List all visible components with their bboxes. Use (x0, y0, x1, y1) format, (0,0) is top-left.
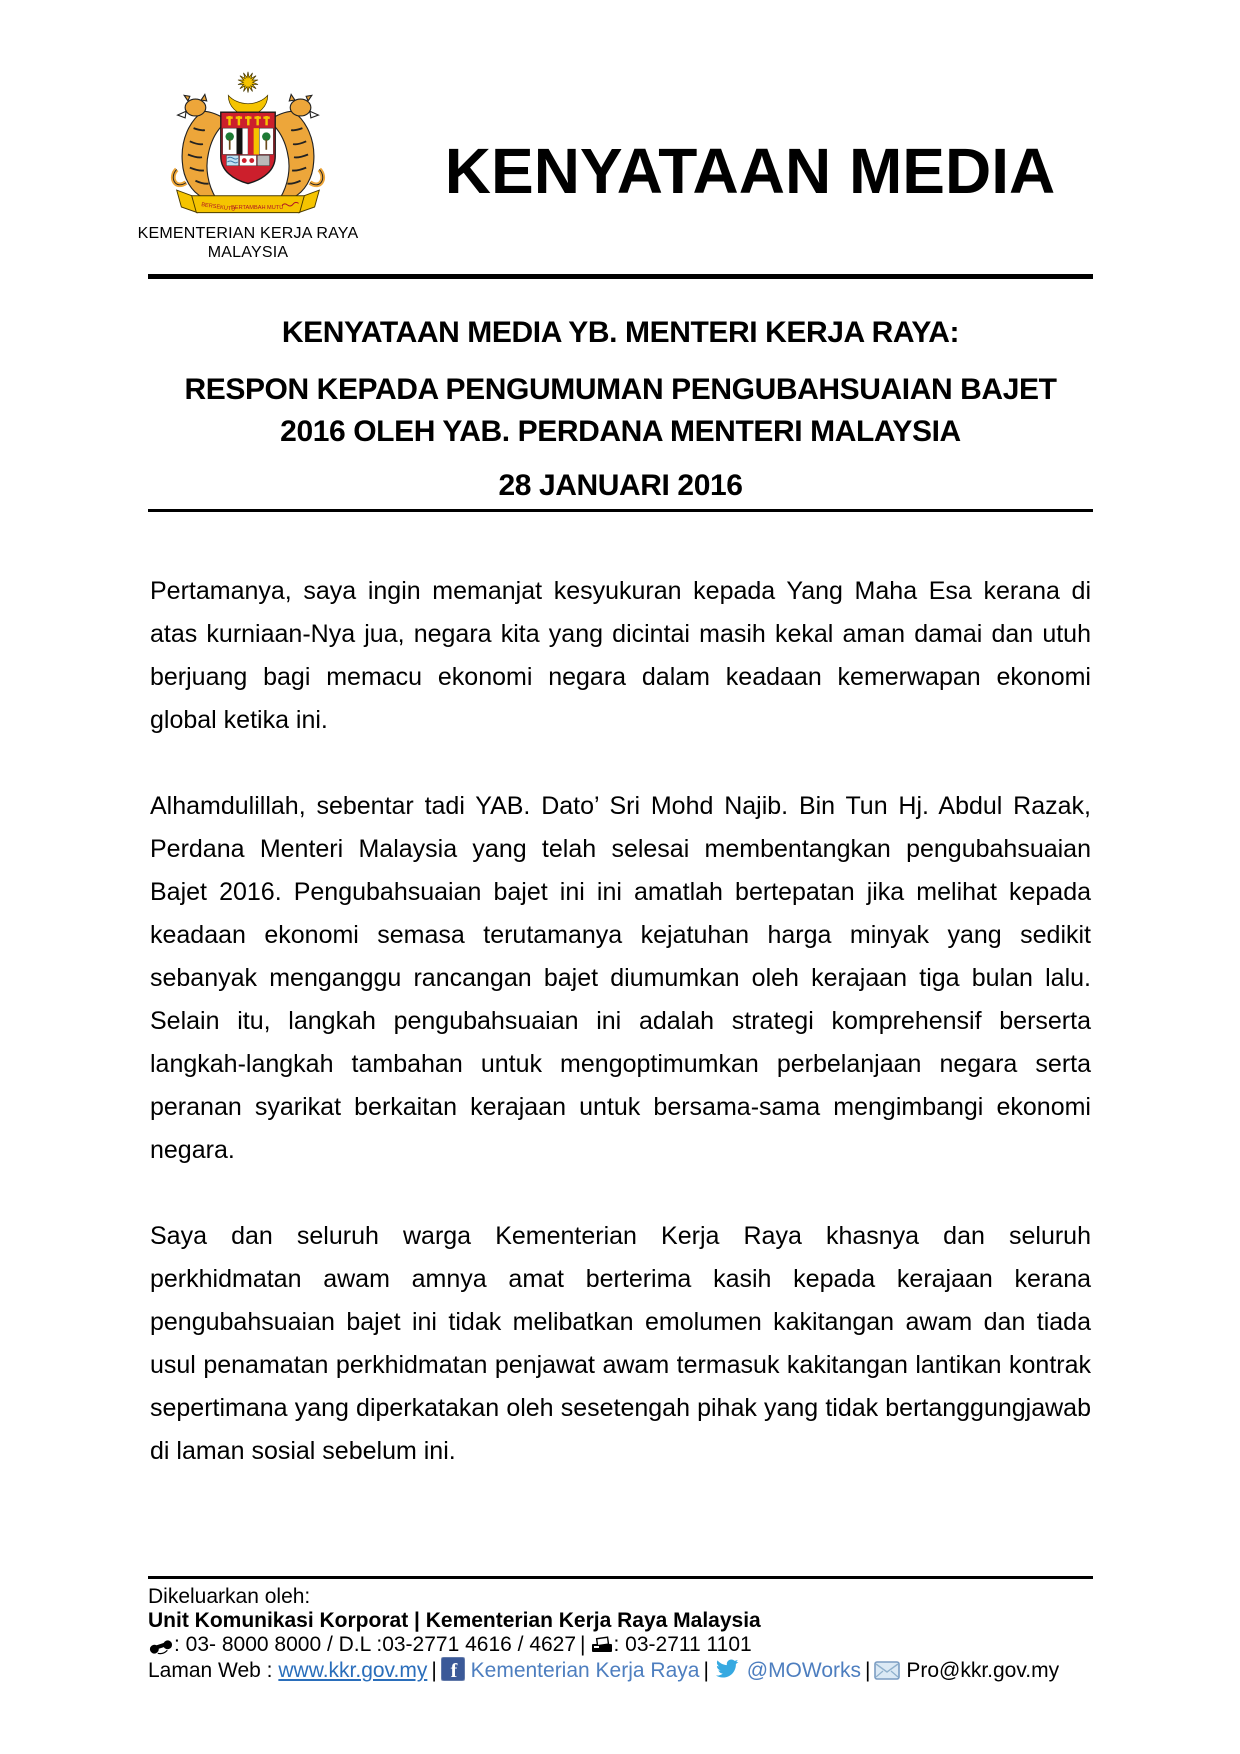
issued-by-line: Dikeluarkan oleh: (148, 1585, 311, 1608)
phone-icon (148, 1635, 174, 1655)
tiger-right (269, 94, 323, 198)
motto-left-text: BERSEKUTU (200, 202, 236, 213)
tiger-left (173, 94, 227, 198)
facebook-page-link[interactable]: Kementerian Kerja Raya (470, 1659, 700, 1682)
separator: | (580, 1633, 586, 1656)
release-headings (148, 312, 1093, 507)
ministry-name-line2: MALAYSIA (207, 244, 289, 261)
facebook-icon[interactable] (441, 1657, 465, 1681)
paragraph-1: Pertamanya, saya ingin memanjat kesyukuran kepada Yang Maha Esa kerana di atas kurniaan-Nya jua, negara kita yang dicintai masih kekal aman damai dan utuh berjuang bagi memacu ekonomi negara dalam keadaan kemerwapan ekonomi global ketika ini. (150, 577, 1091, 734)
fax-icon (590, 1635, 614, 1655)
ministry-logo-block (128, 70, 368, 262)
twitter-handle-link[interactable]: @MOWorks (746, 1659, 862, 1682)
heading-line2 (148, 369, 1093, 453)
shield-shape (221, 112, 275, 183)
heading-line1: KENYATAAN MEDIA YB. MENTERI KERJA RAYA: (281, 316, 960, 349)
fax-number: : 03-2711 1101 (613, 1633, 752, 1656)
svg-text:f: f (450, 1660, 458, 1681)
footer (148, 1576, 1093, 1683)
mail-icon (874, 1659, 900, 1681)
paragraph-2: Alhamdulillah, sebentar tadi YAB. Dato’ Sri Mohd Najib. Bin Tun Hj. Abdul Razak, Perdana Menteri Malaysia yang telah selesai membentangkan pengubahsuaian Bajet 2016. Pengubahsuaian bajet ini ini amatlah bertepatan jika melihat kepada keadaan ekonomi semasa terutamanya kejatuhan harga minyak yang sedikit sebanyak menganggu rancangan bajet diumumkan oleh kerajaan tiga bulan lalu. Selain itu, langkah pengubahsuaian ini adalah strategi komprehensif berserta langkah-langkah tambahan untuk mengoptimumkan perbelanjaan negara serta peranan syarikat berkaitan kerajaan untuk bersama-sama mengimbangi ekonomi negara. (150, 792, 1091, 1164)
twitter-icon[interactable] (713, 1657, 741, 1681)
release-body (150, 570, 1091, 1516)
headings-divider-rule (148, 509, 1093, 512)
heading-date: 28 JANUARI 2016 (498, 469, 743, 502)
ministry-name-line1: KEMENTERIAN KERJA RAYA (137, 225, 359, 242)
website-link[interactable]: www.kkr.gov.my (278, 1659, 428, 1682)
star-shape (238, 72, 258, 93)
paragraph-3: Saya dan seluruh warga Kementerian Kerja Raya khasnya dan seluruh perkhidmatan awam amnya amat berterima kasih kepada kerajaan kerana pengubahsuaian bajet ini tidak melibatkan emolumen kakitangan awam dan tiada usul penamatan perkhidmatan penjawat awam termasuk kakitangan lantikan kontrak sepertimana yang diperkatakan oleh sesetengah pihak yang tidak bertanggungjawab di laman sosial sebelum ini. (150, 1222, 1091, 1465)
masthead-title: KENYATAAN MEDIA (444, 135, 1056, 207)
coat-of-arms-icon (150, 70, 346, 222)
header-divider-rule (148, 274, 1093, 279)
heading-line2b: 2016 OLEH YAB. PERDANA MENTERI MALAYSIA (280, 415, 961, 448)
phone-fax-line (148, 1633, 1093, 1657)
motto-right-text: BERTAMBAH MUTU (231, 204, 284, 211)
web-social-line (148, 1657, 1093, 1683)
web-label: Laman Web : (148, 1659, 273, 1682)
separator: | (703, 1659, 709, 1682)
phone-numbers: : 03- 8000 8000 / D.L :03-2771 4616 / 4627 (174, 1633, 577, 1656)
footer-divider-rule (148, 1576, 1093, 1579)
separator: | (865, 1659, 871, 1682)
unit-line: Unit Komunikasi Korporat | Kementerian Kerja Raya Malaysia (148, 1609, 761, 1632)
separator: | (431, 1659, 437, 1682)
heading-line2a: RESPON KEPADA PENGUMUMAN PENGUBAHSUAIAN BAJET (184, 373, 1057, 406)
email-address: Pro@kkr.gov.my (906, 1659, 1060, 1682)
